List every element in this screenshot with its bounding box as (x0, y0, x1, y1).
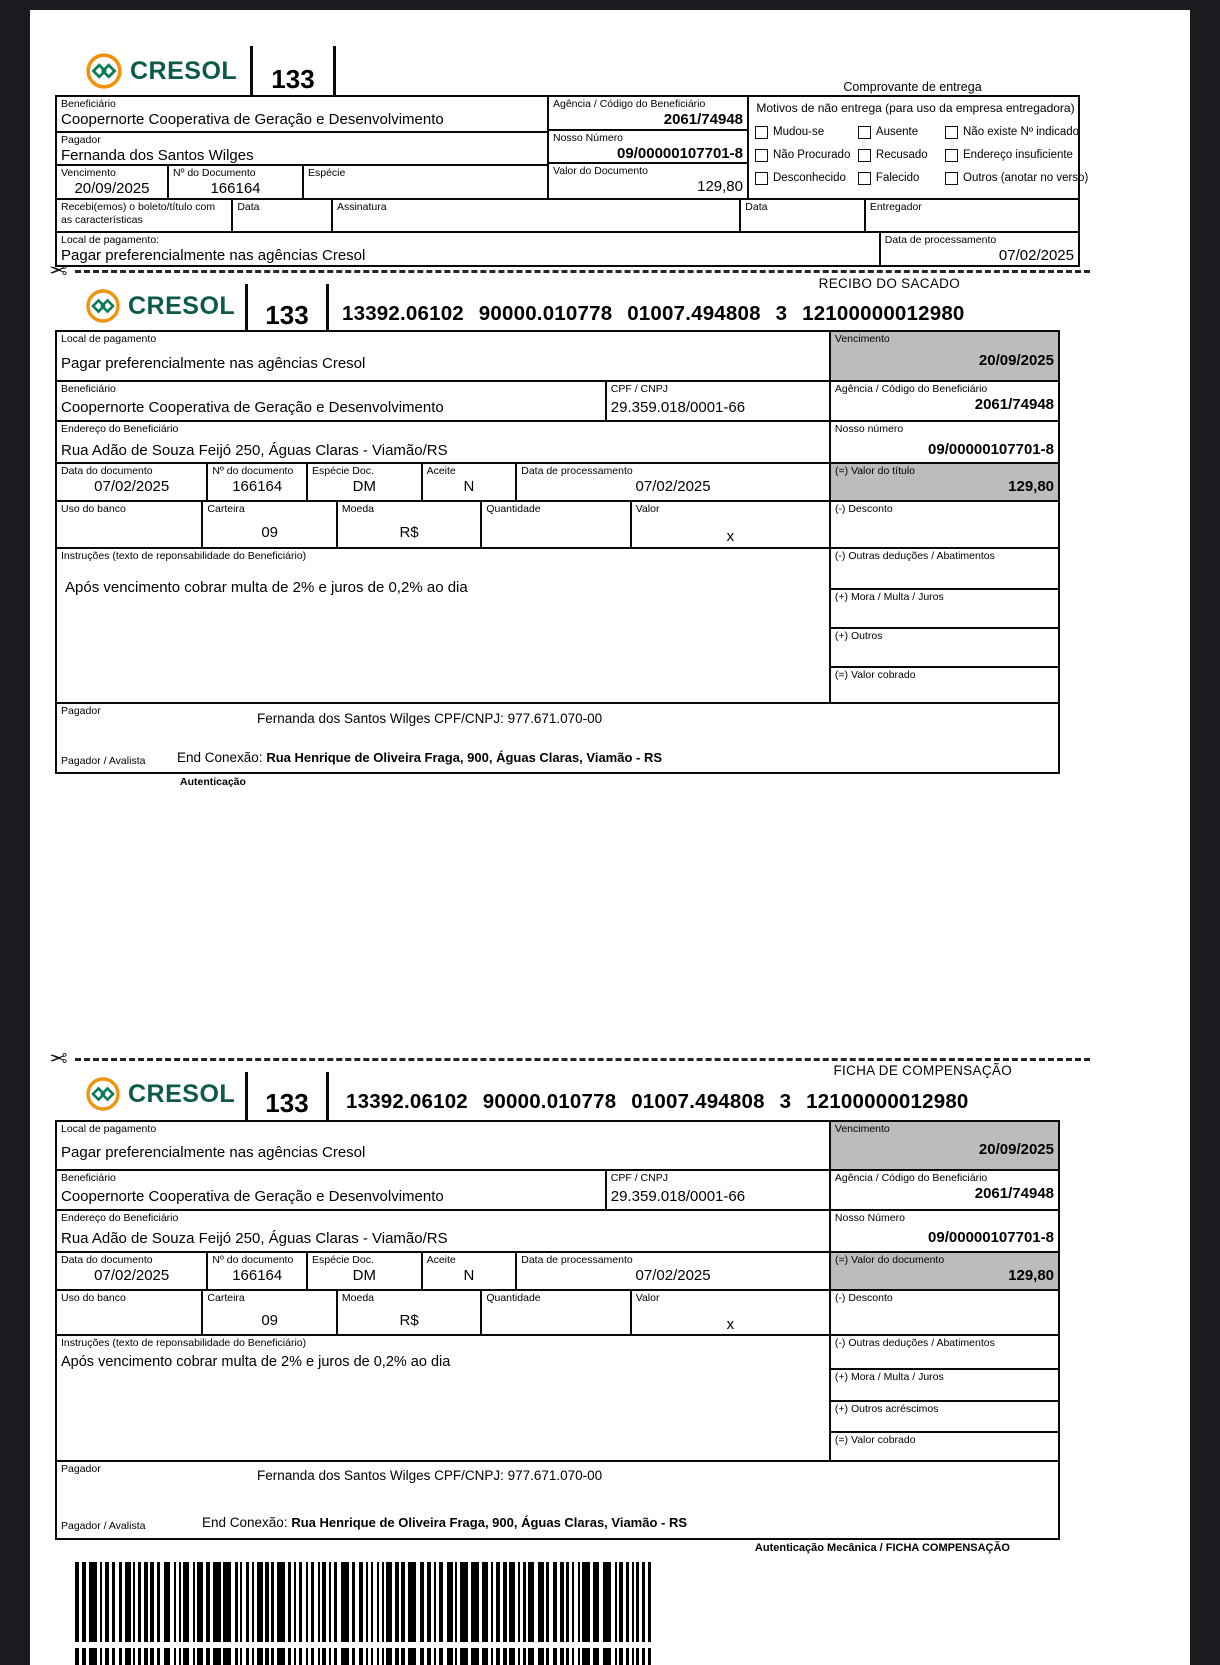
cut-line (49, 258, 1090, 283)
field-valor-documento: (=) Valor do documento 129,80 (829, 1253, 1058, 1289)
recibo-right-stack (829, 549, 1058, 702)
checkbox-endereco-insuficiente: Endereço insuficiente (945, 147, 1078, 163)
scissors-icon: ✂ (49, 1046, 68, 1071)
header-divider (333, 46, 336, 100)
field-data-2: Data (739, 200, 864, 231)
field-outras-deducoes: (-) Outras deduções / Abatimentos (834, 1337, 995, 1349)
field-outras-deducoes: (-) Outras deduções / Abatimentos (834, 550, 995, 562)
cresol-logo-icon (85, 1076, 121, 1112)
field-agencia-codigo: Agência / Código do Beneficiário 2061/74948 (829, 1171, 1058, 1209)
ficha-right-stack (829, 1336, 1058, 1460)
checkbox-nao-procurado: Não Procurado (755, 147, 858, 163)
field-nosso-numero: Nosso Número 09/00000107701-8 (549, 129, 747, 162)
checkbox-icon[interactable] (858, 126, 871, 139)
field-local-pagamento: Local de pagamento: Pagar preferencialmente nas agências Cresol (61, 234, 366, 264)
header-divider (326, 284, 329, 334)
field-instrucoes: Instruções (texto de reponsabilidade do Beneficiário) Após vencimento cobrar multa de 2% e juros de 0,2% ao dia (61, 1337, 451, 1370)
field-endereco-beneficiario: Endereço do Beneficiário Rua Adão de Souza Feijó 250, Águas Claras - Viamão/RS (61, 1212, 448, 1247)
checkbox-icon[interactable] (945, 149, 958, 162)
field-numero-documento: Nº do documento 166164 (206, 1253, 306, 1289)
field-endereco-beneficiario: Endereço do Beneficiário Rua Adão de Souza Feijó 250, Águas Claras - Viamão/RS (61, 423, 448, 459)
pagador-avalista-label: Pagador / Avalista (61, 755, 146, 768)
field-data-documento: Data do documento 07/02/2025 (61, 465, 170, 495)
ficha-table (55, 1120, 1060, 1540)
field-quantidade: Quantidade (480, 1291, 629, 1334)
field-assinatura: Assinatura (331, 200, 739, 231)
cresol-wordmark: CRESOL (130, 56, 238, 85)
field-especie-doc: Espécie Doc. DM (306, 1253, 421, 1289)
autenticacao-mecanica-label: Autenticação Mecânica / FICHA COMPENSAÇÃO (754, 1542, 1010, 1554)
delivery-table (55, 95, 1089, 267)
field-outros-acrescimos: (+) Outros acréscimos (831, 1400, 1058, 1431)
cresol-wordmark: CRESOL (128, 1079, 236, 1108)
field-valor: Valor x (630, 1291, 829, 1334)
field-entregador: Entregador (864, 200, 1078, 231)
field-uso-banco: Uso do banco (61, 1292, 126, 1304)
barcode-partial (75, 1648, 660, 1665)
checkbox-outros: Outros (anotar no verso) (945, 170, 1078, 186)
checkbox-icon[interactable] (858, 172, 871, 185)
field-mora-multa-juros: (+) Mora / Multa / Juros (831, 588, 1058, 627)
delivery-reasons-box (747, 97, 1089, 198)
delivery-left-column (57, 97, 547, 198)
field-vencimento: Vencimento 20/09/2025 (829, 1122, 1058, 1169)
delivery-middle-column (547, 97, 747, 198)
field-desconto: (-) Desconto (829, 502, 1058, 547)
bank-code: 133 (265, 300, 309, 330)
checkbox-icon[interactable] (945, 172, 958, 185)
field-pagador-box: Pagador Fernanda dos Santos Wilges CPF/CNPJ: 977.671.070-00 Pagador / Avalista End Conexão: Rua Henrique de Oliveira Fraga, 900, Águas Claras, Viamão - RS (61, 705, 663, 768)
field-valor-documento: Valor do Documento 129,80 (549, 162, 747, 196)
recibo-title: RECIBO DO SACADO (818, 276, 960, 291)
digitable-line: 13392.06102 90000.010778 01007.494808 3 12100000012980 (342, 302, 965, 325)
boleto-document-page (30, 10, 1190, 1665)
field-carteira: Carteira 09 (201, 502, 335, 547)
header-divider (326, 1072, 329, 1122)
checkbox-icon[interactable] (755, 172, 768, 185)
field-beneficiario: Beneficiário Coopernorte Cooperativa de Geração e Desenvolvimento (61, 1172, 444, 1205)
bank-code: 133 (265, 1088, 309, 1118)
ficha-title: FICHA DE COMPENSAÇÃO (833, 1063, 1012, 1078)
field-valor-cobrado: (=) Valor cobrado (831, 1431, 1058, 1460)
cresol-logo (85, 1076, 235, 1112)
field-especie: Espécie (302, 166, 547, 198)
pagador-info: Fernanda dos Santos Wilges CPF/CNPJ: 977.671.070-00 (257, 1468, 603, 1483)
field-recebi: Recebi(emos) o boleto/título com as características (61, 201, 216, 226)
field-numero-documento: Nº do documento 166164 (206, 464, 306, 500)
field-pagador: Pagador Fernanda dos Santos Wilges (57, 131, 547, 164)
field-agencia-codigo: Agência / Código do Beneficiário 2061/74948 (829, 382, 1058, 420)
field-agencia-codigo: Agência / Código do Beneficiário 2061/74948 (553, 98, 743, 128)
field-moeda: Moeda R$ (336, 1291, 480, 1334)
field-valor-cobrado: (=) Valor cobrado (831, 666, 1058, 702)
cresol-wordmark: CRESOL (128, 291, 236, 320)
field-uso-banco: Uso do banco (61, 503, 126, 515)
cresol-logo (85, 52, 237, 90)
field-desconto: (-) Desconto (829, 1291, 1058, 1334)
field-vencimento: Vencimento 20/09/2025 (61, 167, 150, 197)
field-data-documento: Data do documento 07/02/2025 (61, 1254, 170, 1284)
field-numero-documento: Nº do Documento 166164 (167, 166, 302, 198)
digitable-line: 13392.06102 90000.010778 01007.494808 3 12100000012980 (346, 1090, 969, 1113)
field-valor: Valor x (630, 502, 829, 547)
field-cpf-cnpj: CPF / CNPJ 29.359.018/0001-66 (605, 1171, 829, 1209)
checkbox-ausente: Ausente (858, 124, 945, 140)
field-beneficiario: Beneficiário Coopernorte Cooperativa de Geração e Desenvolvimento (61, 98, 444, 128)
field-data-processamento: Data de processamento 07/02/2025 (879, 233, 1078, 265)
field-pagador-box: Pagador Fernanda dos Santos Wilges CPF/CNPJ: 977.671.070-00 Pagador / Avalista End Conexão: Rua Henrique de Oliveira Fraga, 900, Águas Claras, Viamão - RS (61, 1463, 688, 1533)
bank-code: 133 (271, 64, 315, 94)
field-mora-multa-juros: (+) Mora / Multa / Juros (831, 1368, 1058, 1400)
pagador-info: Fernanda dos Santos Wilges CPF/CNPJ: 977.671.070-00 (257, 711, 603, 726)
checkbox-mudou-se: Mudou-se (755, 124, 858, 140)
cresol-logo-icon (85, 52, 123, 90)
field-especie-doc: Espécie Doc. DM (306, 464, 421, 500)
checkbox-recusado: Recusado (858, 147, 945, 163)
scissors-icon: ✂ (49, 258, 68, 283)
field-instrucoes: Instruções (texto de reponsabilidade do Beneficiário) Após vencimento cobrar multa de 2% e juros de 0,2% ao dia (61, 550, 468, 596)
checkbox-icon[interactable] (945, 126, 958, 139)
field-nosso-numero: Nosso Número 09/00000107701-8 (829, 1211, 1058, 1251)
field-aceite: Aceite N (421, 1253, 516, 1289)
checkbox-icon[interactable] (858, 149, 871, 162)
checkbox-desconhecido: Desconhecido (755, 170, 858, 186)
checkbox-nao-existe-numero: Não existe Nº indicado (945, 124, 1078, 140)
checkbox-falecido: Falecido (858, 170, 945, 186)
field-beneficiario: Beneficiário Coopernorte Cooperativa de Geração e Desenvolvimento (61, 383, 444, 416)
pagador-avalista-label: Pagador / Avalista (61, 1520, 146, 1533)
field-data-processamento: Data de processamento 07/02/2025 (515, 464, 829, 500)
recibo-table (55, 330, 1060, 774)
field-local-pagamento: Local de pagamento Pagar preferencialmente nas agências Cresol (61, 333, 366, 372)
field-quantidade: Quantidade (480, 502, 629, 547)
delivery-checkbox-grid (749, 115, 1089, 186)
field-valor-titulo: (=) Valor do título 129,80 (829, 464, 1058, 500)
end-conexao-line: End Conexão: Rua Henrique de Oliveira Fraga, 900, Águas Claras, Viamão - RS (177, 750, 663, 765)
field-data: Data (231, 200, 331, 231)
field-data-processamento: Data de processamento 07/02/2025 (515, 1253, 829, 1289)
cresol-logo (85, 288, 235, 324)
field-nosso-numero: Nosso número 09/00000107701-8 (829, 422, 1058, 462)
end-conexao-line: End Conexão: Rua Henrique de Oliveira Fraga, 900, Águas Claras, Viamão - RS (202, 1515, 688, 1530)
autenticacao-label: Autenticação (180, 776, 246, 788)
delivery-title: Comprovante de entrega (843, 80, 982, 94)
field-local-pagamento: Local de pagamento Pagar preferencialmente nas agências Cresol (61, 1123, 366, 1161)
field-cpf-cnpj: CPF / CNPJ 29.359.018/0001-66 (605, 382, 829, 420)
cresol-logo-icon (85, 288, 121, 324)
barcode (75, 1562, 660, 1642)
field-outros: (+) Outros (831, 627, 1058, 666)
field-moeda: Moeda R$ (336, 502, 480, 547)
checkbox-icon[interactable] (755, 126, 768, 139)
delivery-reasons-title: Motivos de não entrega (para uso da empresa entregadora) (756, 101, 1075, 115)
field-vencimento: Vencimento 20/09/2025 (829, 332, 1058, 380)
field-carteira: Carteira 09 (201, 1291, 335, 1334)
field-aceite: Aceite N (421, 464, 516, 500)
checkbox-icon[interactable] (755, 149, 768, 162)
